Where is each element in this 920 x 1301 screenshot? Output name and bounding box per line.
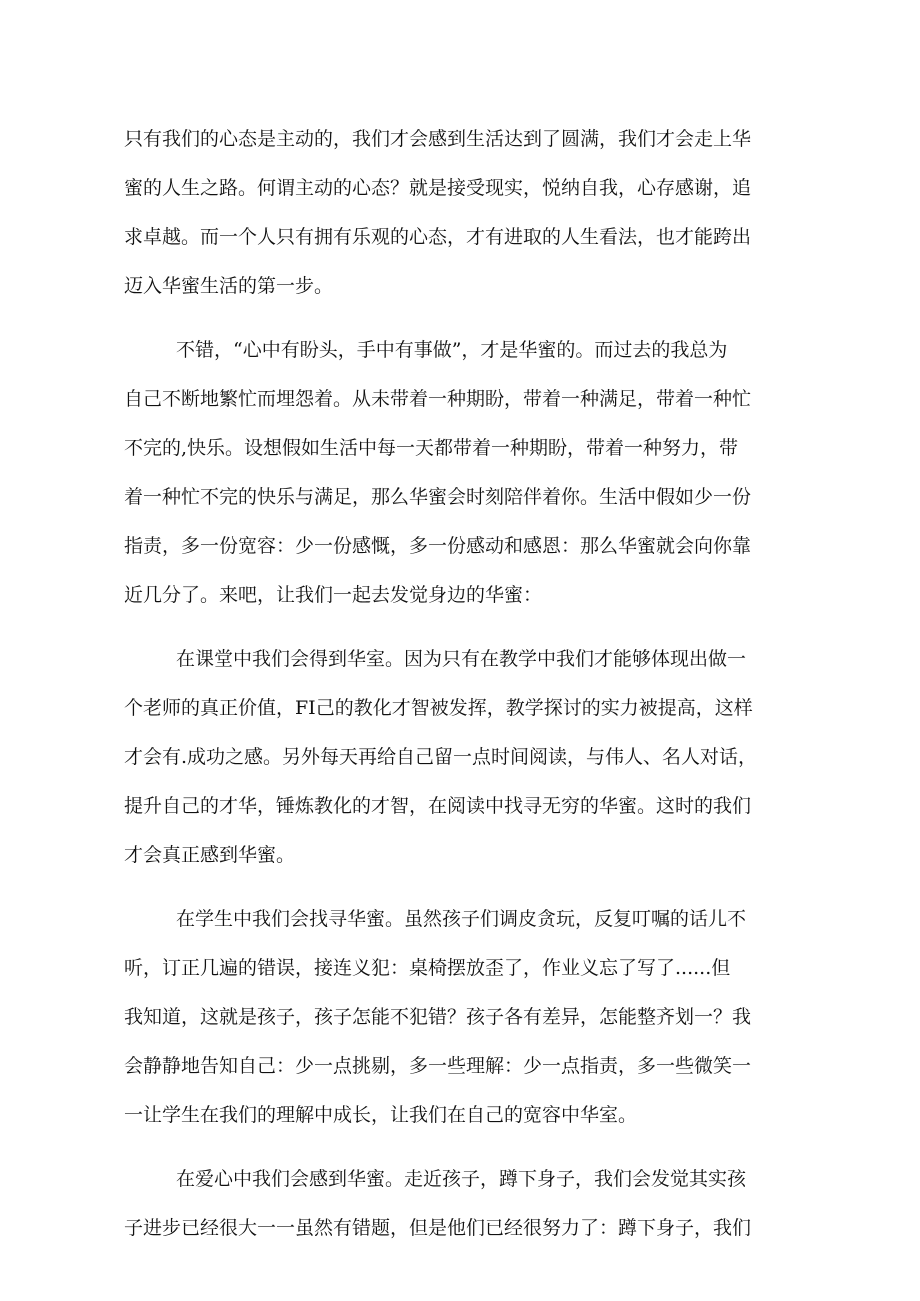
paragraph-line: 才会真正感到华蜜。 [124,844,296,866]
paragraph-line: 我知道，这就是孩子，孩子怎能不犯错？孩子各有差异，怎能整齐划一？我 [124,1006,752,1028]
paragraph-spacer [124,1140,800,1155]
document-body [124,115,800,1253]
paragraph-line: 在学生中我们会找寻华蜜。虽然孩子们调皮贪玩，反复叮嘱的话儿不 [176,908,747,930]
paragraph-spacer [124,311,800,326]
paragraph-line: 在课堂中我们会得到华室。因为只有在教学中我们才能够体现出做一 [176,648,747,670]
paragraph-line: 听，订正几遍的错误，接连义犯：桌椅摆放歪了，作业义忘了写了......但 [124,957,731,979]
paragraph-line: 自己不断地繁忙而埋怨着。从未带着一种期盼，带着一种满足，带着一种忙 [124,388,752,410]
paragraph-line: 不错，“心中有盼头，手中有事做”，才是华蜜的。而过去的我总为 [176,339,728,361]
paragraph-line: 近几分了。来吧，让我们一起去发觉身边的华蜜： [124,584,543,606]
paragraph-spacer [124,880,800,895]
paragraph-line: 蜜的人生之路。何谓主动的心态？就是接受现实，悦纳自我，心存感谢，追 [124,177,752,199]
paragraph-1 [124,115,800,311]
paragraph-line: 求卓越。而一个人只有拥有乐观的心态，才有进取的人生看法，也才能跨出 [124,226,752,248]
paragraph-line: 指责，多一份宽容：少一份感慨，多一份感动和感恩：那么华蜜就会向你靠 [124,535,752,557]
paragraph-line: 子进步已经很大一一虽然有错题，但是他们已经很努力了：蹲下身子，我们 [124,1217,752,1239]
paragraph-2 [124,326,800,620]
paragraph-line: 不完的,快乐。设想假如生活中每一天都带着一种期盼，带着一种努力，带 [124,437,739,459]
paragraph-line: 一让学生在我们的理解中成长，让我们在自己的宽容中华室。 [124,1104,638,1126]
paragraph-line: 迈入华蜜生活的第一步。 [124,275,334,297]
paragraph-line: 个老师的真正价值，FI己的教化才智被发挥，教学探讨的实力被提高，这样 [124,697,753,719]
paragraph-5 [124,1155,800,1253]
paragraph-line: 会静静地告知自己：少一点挑剔，多一些理解：少一点指责，多一些微笑一 [124,1055,752,1077]
paragraph-line: 着一种忙不完的快乐与满足，那么华蜜会时刻陪伴着你。生活中假如少一份 [124,486,752,508]
paragraph-line: 才会有.成功之感。另外每天再给自己留一点时间阅读，与伟人、名人对话， [124,746,758,768]
paragraph-line: 只有我们的心态是主动的，我们才会感到生活达到了圆满，我们才会走上华 [124,128,752,150]
paragraph-3 [124,635,800,880]
paragraph-4 [124,895,800,1140]
paragraph-line: 在爱心中我们会感到华蜜。走近孩子，蹲下身子，我们会发觉其实孩 [176,1168,747,1190]
paragraph-spacer [124,620,800,635]
paragraph-line: 提升自己的才华，锤炼教化的才智，在阅读中找寻无穷的华蜜。这时的我们 [124,795,752,817]
